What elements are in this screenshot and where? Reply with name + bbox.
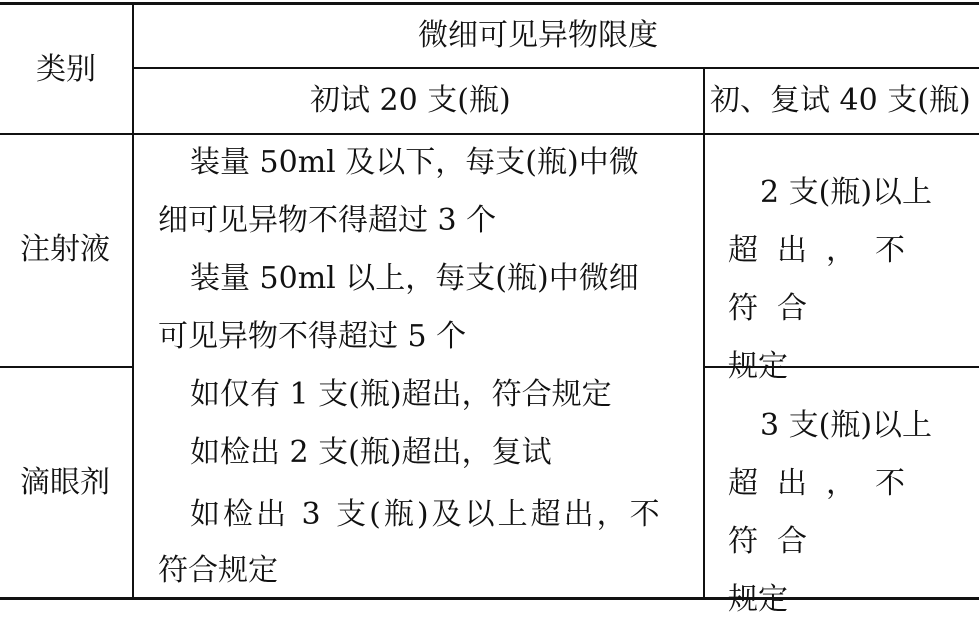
- injection-retest-line-1: 2 支(瓶)以上: [760, 175, 933, 210]
- top-rule: [0, 2, 979, 5]
- injection-initial-line-1: 装量 50ml 及以下，每支(瓶)中微: [190, 145, 639, 180]
- injection-initial-line-2: 细可见异物不得超过 3 个: [158, 203, 497, 238]
- injection-retest-limit: [728, 164, 960, 396]
- category-column-rule: [132, 2, 134, 600]
- limit-group-header: 微细可见异物限度: [418, 18, 658, 53]
- eye-drops-retest-line-2: [728, 455, 956, 571]
- eye-drops-initial-line-1: 如仅有 1 支(瓶)超出，符合规定: [190, 377, 612, 412]
- left-row-divider: [0, 366, 134, 368]
- group-header-divider: [133, 67, 979, 69]
- eye-drops-retest-line-2-text: 超出，不符合: [728, 466, 924, 559]
- eye-drops-retest-line-1: 3 支(瓶)以上: [760, 408, 933, 443]
- category-injection: 注射液: [20, 232, 110, 267]
- category-header: 类别: [36, 52, 96, 87]
- injection-initial-line-3: 装量 50ml 以上，每支(瓶)中微细: [190, 261, 639, 296]
- eye-drops-initial-line-3: 如检出 3 支(瓶)及以上超出，不: [190, 497, 663, 532]
- category-eye-drops: 滴眼剂: [20, 465, 110, 500]
- injection-retest-line-2-text: 超出，不符合: [728, 233, 924, 326]
- retest-header: 初、复试 40 支(瓶): [710, 83, 971, 118]
- eye-drops-retest-line-3: 规定: [728, 582, 788, 617]
- eye-drops-retest-limit: [728, 397, 960, 629]
- injection-initial-line-4: 可见异物不得超过 5 个: [158, 319, 467, 354]
- injection-retest-line-2: [728, 222, 956, 338]
- injection-retest-line-3: 规定: [728, 349, 788, 384]
- initial-test-header: 初试 20 支(瓶): [310, 83, 511, 118]
- eye-drops-initial-line-4: 符合规定: [158, 553, 278, 588]
- retest-column-rule: [703, 67, 705, 600]
- eye-drops-initial-line-2: 如检出 2 支(瓶)超出，复试: [190, 435, 552, 470]
